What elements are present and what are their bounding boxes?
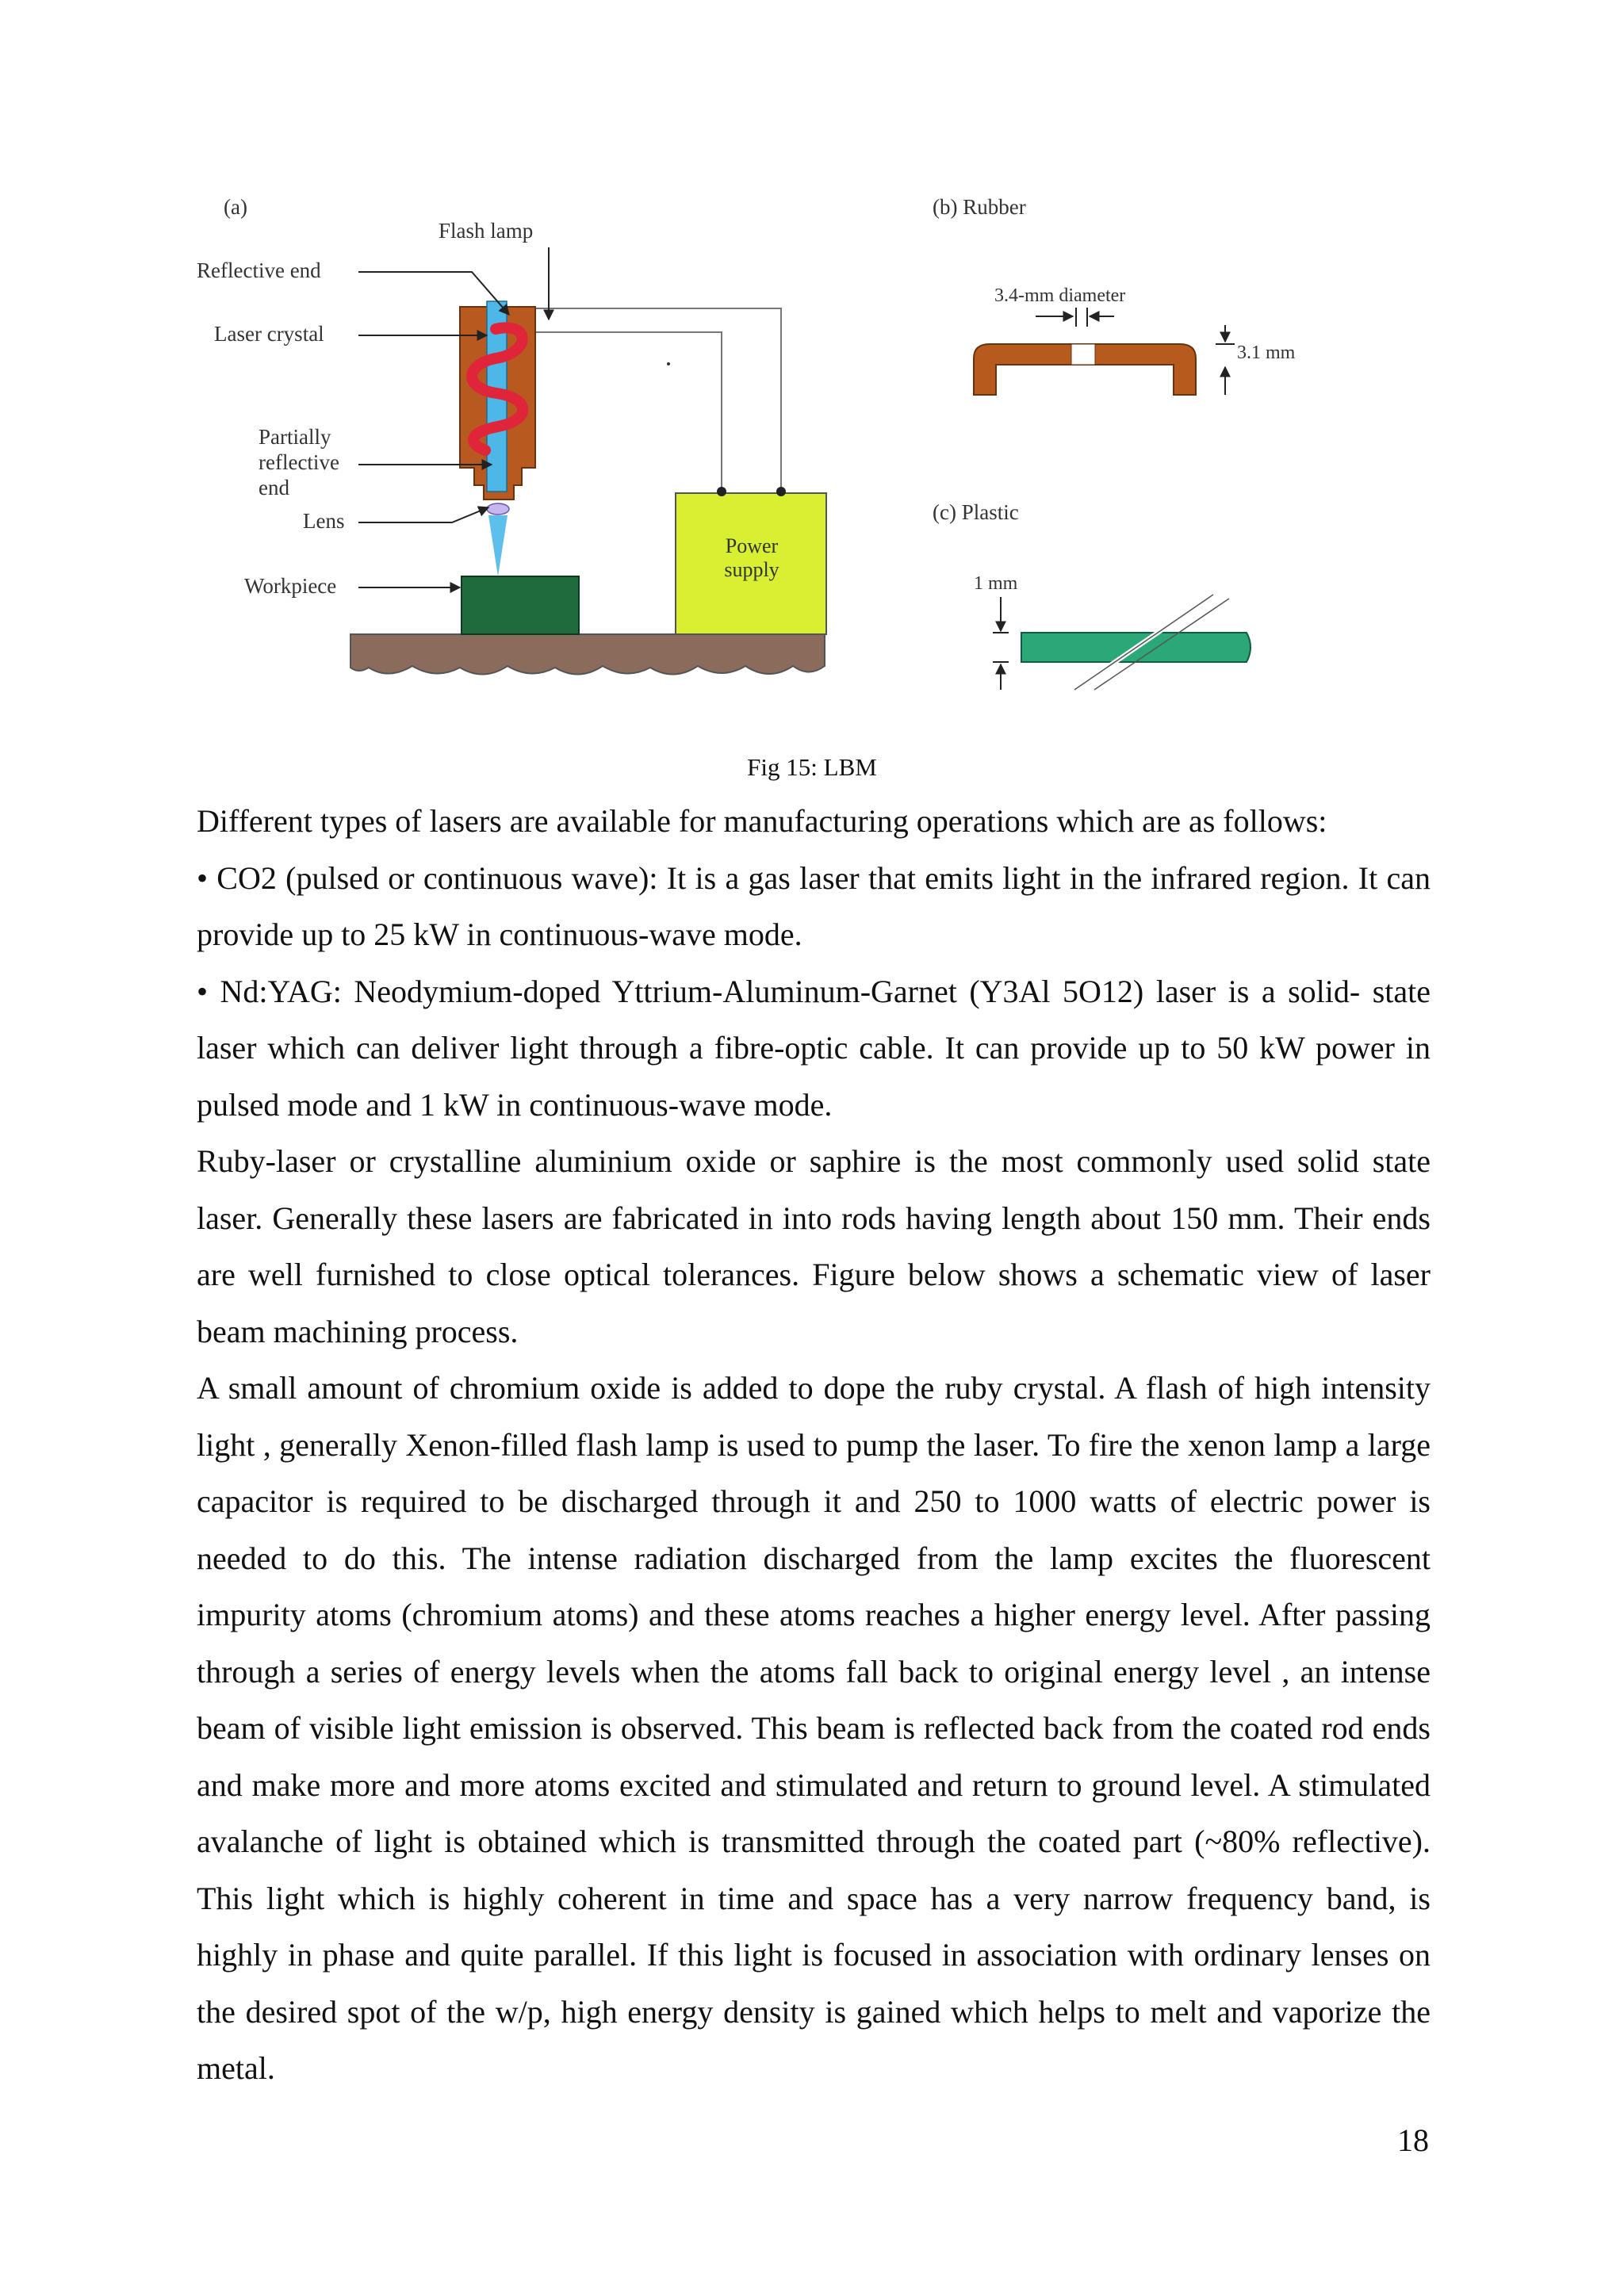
panel-a-tag: (a) — [224, 195, 247, 219]
panel-b-tag: (b) Rubber — [933, 195, 1026, 219]
machine-base — [350, 634, 825, 675]
plastic-thickness-label: 1 mm — [974, 573, 1018, 594]
label-flash-lamp: Flash lamp — [439, 219, 534, 243]
label-lens: Lens — [303, 509, 345, 533]
wire-2 — [535, 332, 722, 493]
terminal-2 — [776, 487, 786, 496]
label-partially-reflective-line1: Partially — [259, 425, 331, 449]
body-text — [197, 793, 1431, 2097]
label-laser-crystal: Laser crystal — [214, 322, 324, 346]
panel-c-tag: (c) Plastic — [933, 500, 1019, 524]
wire-1 — [535, 308, 781, 493]
label-partially-reflective-line2: reflective — [259, 450, 339, 474]
rubber-hole — [1071, 344, 1095, 365]
rubber-diameter-label: 3.4-mm diameter — [994, 285, 1126, 306]
paragraph-ruby: Ruby-laser or crystalline aluminium oxide or saphire is the most commonly used solid state laser. Generally these lasers are fabricated in into rods having length about 150 mm. Their ends are well furnished to close optical tolerances. Figure below shows a schematic view of laser beam machining process. — [197, 1143, 1431, 1349]
paragraph-ndyag: • Nd:YAG: Neodymium-doped Yttrium-Aluminum-Garnet (Y3Al 5O12) laser is a solid- state laser which can deliver light through a fibre-optic cable. It can provide up to 50 kW power in pulsed mode and 1 kW in continuous-wave mode. — [197, 973, 1431, 1123]
label-reflective-end: Reflective end — [197, 258, 321, 282]
terminal-1 — [717, 487, 726, 496]
figure-caption: Fig 15: LBM — [747, 753, 877, 781]
paragraph-co2: • CO2 (pulsed or continuous wave): It is a gas laser that emits light in the infrared region. It can provide up to 25 kW in continuous-wave mode. — [197, 859, 1431, 952]
rubber-thickness-label: 3.1 mm — [1237, 342, 1296, 363]
workpiece-block — [462, 576, 579, 634]
power-supply-label-line1: Power — [725, 534, 779, 557]
laser-beam — [488, 515, 508, 576]
power-supply-label-line2: supply — [724, 558, 779, 581]
label-workpiece: Workpiece — [244, 574, 337, 598]
arrow-lens — [358, 507, 488, 522]
stray-dot — [667, 362, 670, 365]
lbm-schematic-figure — [182, 182, 1356, 737]
label-partially-reflective-line3: end — [259, 476, 289, 499]
page-number: 18 — [1397, 2122, 1429, 2158]
lens — [487, 503, 509, 515]
paragraph-intro: Different types of lasers are available for manufacturing operations which are as follows: — [197, 803, 1327, 839]
paragraph-process: A small amount of chromium oxide is added to dope the ruby crystal. A flash of high intensity light , generally Xenon-filled flash lamp is used to pump the laser. To fire the xenon lamp a large capacitor is required to be discharged through it and 250 to 1000 watts of electric power is needed to do this. The intense radiation discharged from the lamp excites the fluorescent impurity atoms (chromium atoms) and these atoms reaches a higher energy level. After passing through a series of energy levels when the atoms fall back to original energy level , an intense beam of visible light emission is observed. This beam is reflected back from the coated rod ends and make more and more atoms excited and stimulated and return to ground level. A stimulated avalanche of light is obtained which is transmitted through the coated part (~80% reflective). This light which is highly coherent in time and space has a very narrow frequency band, is highly in phase and quite parallel. If this light is focused in association with ordinary lenses on the desired spot of the w/p, high energy density is gained which helps to melt and vaporize the metal. — [197, 1370, 1431, 2086]
